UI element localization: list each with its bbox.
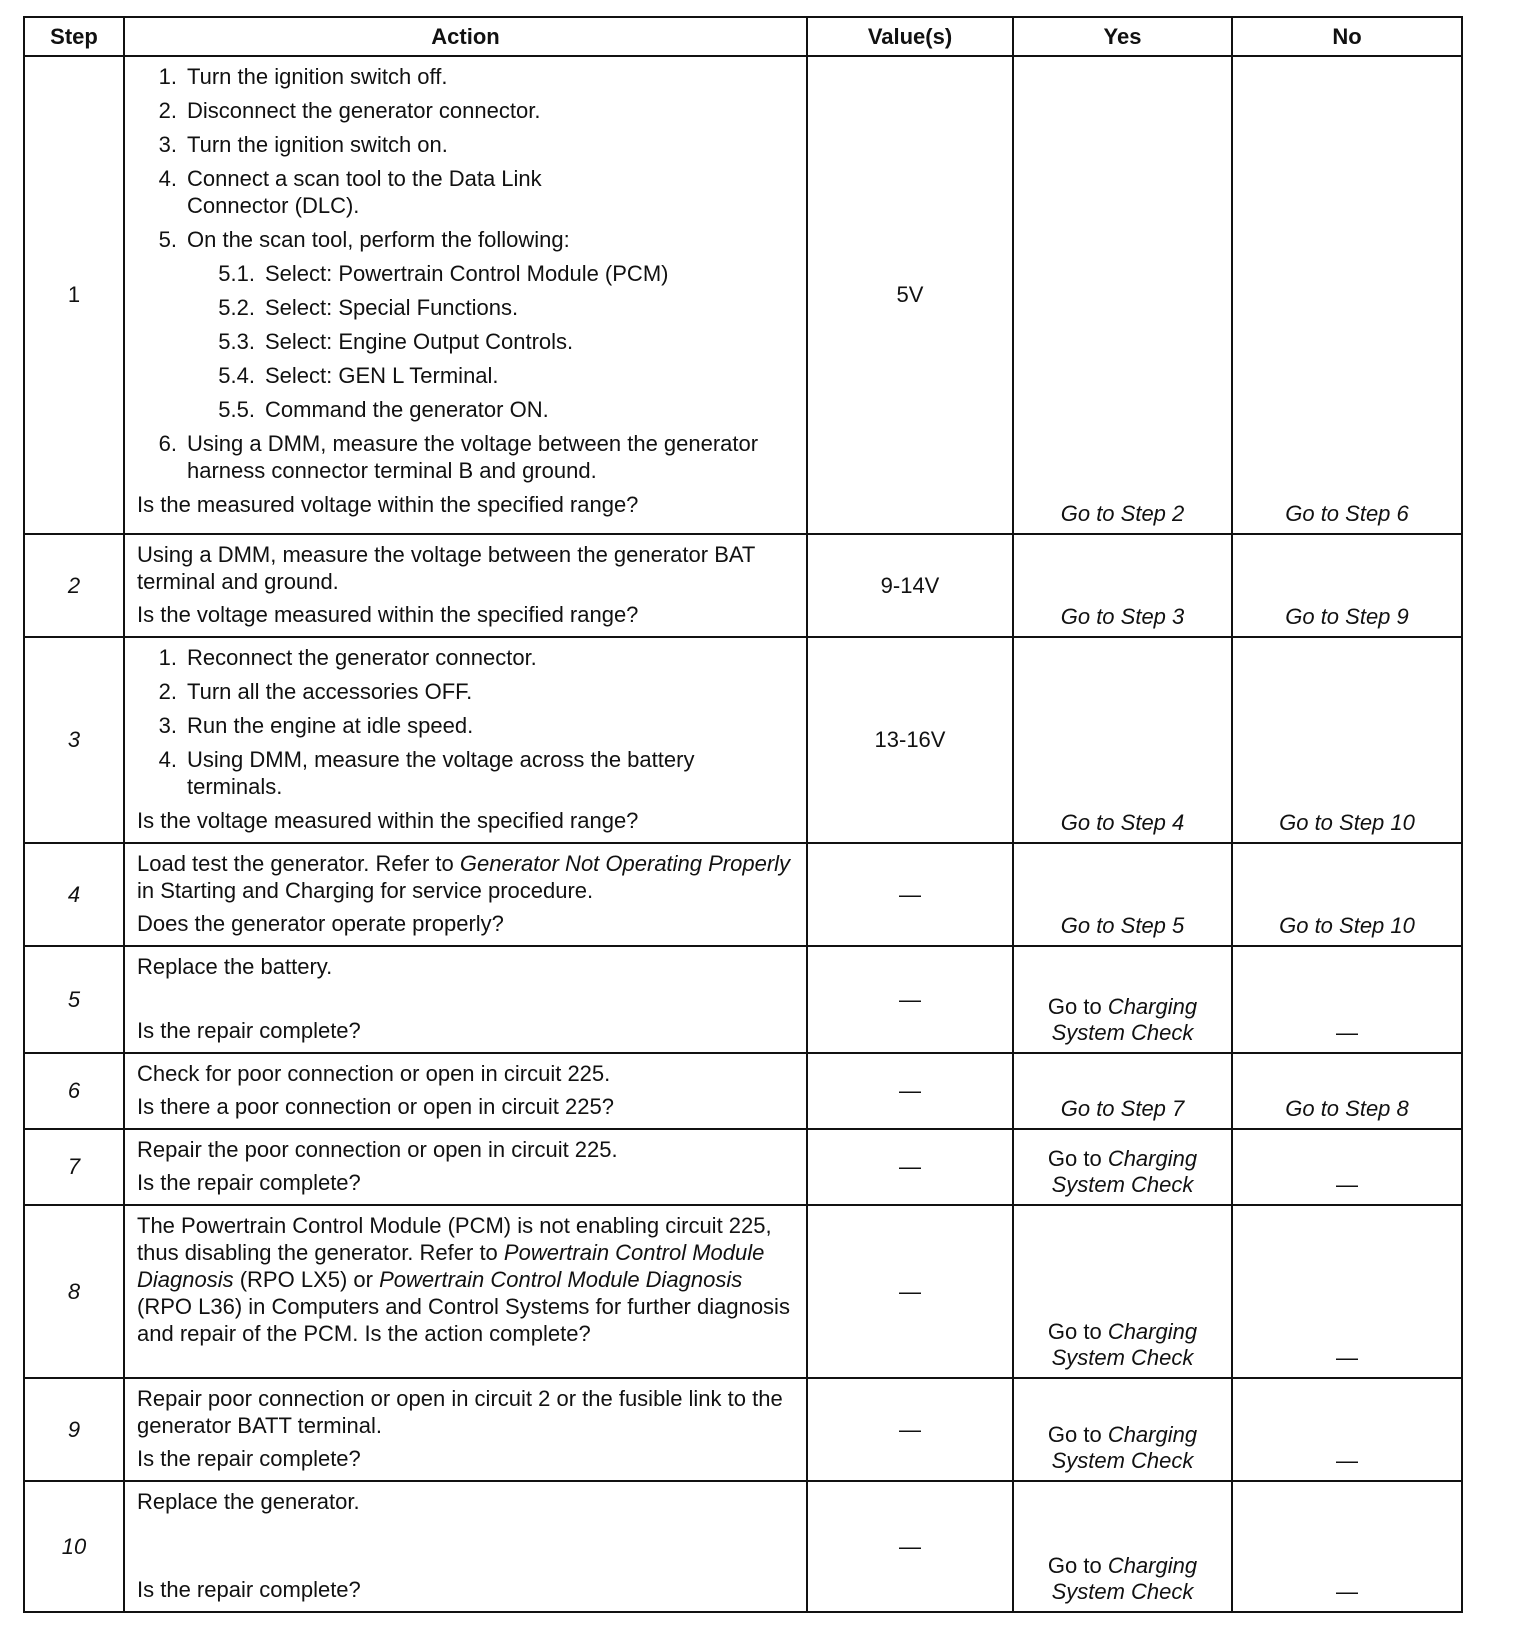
table-row-step-7	[24, 1129, 1462, 1205]
header-yes: Yes	[1013, 17, 1232, 56]
header-action: Action	[124, 17, 807, 56]
value-cell: 5V	[807, 56, 1013, 534]
list-item: 5.2. Select: Special Functions.	[218, 295, 519, 320]
list-item: 3. Turn the ignition switch on.	[158, 132, 448, 157]
value-cell: —	[807, 1481, 1013, 1612]
yes-cell: Go to Step 2	[1013, 56, 1232, 534]
action-question: Is the repair complete?	[137, 1018, 361, 1043]
no-cell: Go to Step 6	[1232, 56, 1462, 534]
value-cell: —	[807, 1053, 1013, 1129]
no-cell: —	[1232, 1481, 1462, 1612]
list-item: 1. Reconnect the generator connector.	[158, 645, 537, 670]
action-question: Is the repair complete?	[137, 1577, 361, 1602]
action-text: The Powertrain Control Module (PCM) is not enabling circuit 225, thus disabling the generator. Refer to Powertrain Control Module Diagnosis (RPO LX5) or Powertrain Control Module Diagnosis (RPO L36) in Computers and Control Systems for further diagnosis and repair of the PCM. Is the action complete?	[137, 1213, 790, 1346]
table-row-step-3	[24, 637, 1462, 843]
table-row-step-9	[24, 1378, 1462, 1481]
value-cell: —	[807, 1378, 1013, 1481]
action-question: Is the voltage measured within the specified range?	[137, 602, 639, 627]
step-number: 1	[24, 56, 124, 534]
header-no: No	[1232, 17, 1462, 56]
list-item: 5.3. Select: Engine Output Controls.	[218, 329, 574, 354]
table-row-step-8	[24, 1205, 1462, 1378]
yes-cell: Go to Step 7	[1013, 1053, 1232, 1129]
no-cell: Go to Step 10	[1232, 637, 1462, 843]
value-cell: 9-14V	[807, 534, 1013, 637]
action-question: Is the repair complete?	[137, 1170, 361, 1195]
value-cell: 13-16V	[807, 637, 1013, 843]
table-row-step-1	[24, 56, 1462, 534]
action-text: Check for poor connection or open in circuit 225.	[137, 1061, 611, 1086]
action-list	[137, 644, 796, 800]
action-cell	[124, 637, 807, 843]
action-cell	[124, 1129, 807, 1205]
action-cell	[124, 843, 807, 946]
yes-cell: Go to Charging System Check	[1013, 1378, 1232, 1481]
action-question: Is there a poor connection or open in circuit 225?	[137, 1094, 614, 1119]
step-number: 3	[24, 637, 124, 843]
step-number: 9	[24, 1378, 124, 1481]
step-number: 5	[24, 946, 124, 1053]
list-item: 2. Turn all the accessories OFF.	[158, 679, 473, 704]
yes-cell: Go to Charging System Check	[1013, 1205, 1232, 1378]
diagnostic-table	[23, 16, 1463, 1613]
list-item: 5. On the scan tool, perform the following:	[158, 227, 570, 252]
yes-cell: Go to Charging System Check	[1013, 946, 1232, 1053]
action-text: Using a DMM, measure the voltage between the generator BAT terminal and ground.	[137, 542, 755, 594]
action-question: Is the repair complete?	[137, 1446, 361, 1471]
step-number: 4	[24, 843, 124, 946]
sub-list	[137, 260, 796, 423]
table-row-step-5	[24, 946, 1462, 1053]
action-question: Does the generator operate properly?	[137, 911, 504, 936]
no-cell: Go to Step 9	[1232, 534, 1462, 637]
list-item: 6. Using a DMM, measure the voltage between the generator harness connector terminal B and ground.	[158, 431, 759, 483]
action-text: Load test the generator. Refer to Generator Not Operating Properly in Starting and Charging for service procedure.	[137, 851, 791, 903]
table-row-step-2	[24, 534, 1462, 637]
action-cell	[124, 1481, 807, 1612]
action-cell	[124, 534, 807, 637]
step-number: 10	[24, 1481, 124, 1612]
step-number: 8	[24, 1205, 124, 1378]
no-cell: —	[1232, 1378, 1462, 1481]
no-cell: —	[1232, 1129, 1462, 1205]
action-text: Repair the poor connection or open in circuit 225.	[137, 1137, 618, 1162]
yes-cell: Go to Step 4	[1013, 637, 1232, 843]
action-list	[137, 63, 796, 253]
action-question: Is the measured voltage within the specified range?	[137, 492, 639, 517]
no-cell: Go to Step 8	[1232, 1053, 1462, 1129]
yes-cell: Go to Charging System Check	[1013, 1481, 1232, 1612]
header-step: Step	[24, 17, 124, 56]
action-cell	[124, 1378, 807, 1481]
no-cell: Go to Step 10	[1232, 843, 1462, 946]
step-number: 7	[24, 1129, 124, 1205]
header-row	[24, 17, 1462, 56]
yes-cell: Go to Step 3	[1013, 534, 1232, 637]
action-cell	[124, 946, 807, 1053]
yes-cell: Go to Charging System Check	[1013, 1129, 1232, 1205]
list-item: 5.1. Select: Powertrain Control Module (PCM)	[218, 261, 669, 286]
no-cell: —	[1232, 1205, 1462, 1378]
table-row-step-4	[24, 843, 1462, 946]
list-item: 4. Connect a scan tool to the Data Link Connector (DLC).	[158, 166, 542, 218]
table-row-step-10	[24, 1481, 1462, 1612]
step-number: 6	[24, 1053, 124, 1129]
yes-cell: Go to Step 5	[1013, 843, 1232, 946]
list-item: 2. Disconnect the generator connector.	[158, 98, 541, 123]
action-text: Repair poor connection or open in circuit 2 or the fusible link to the generator BATT terminal.	[137, 1386, 783, 1438]
action-cell	[124, 1205, 807, 1378]
action-question: Is the voltage measured within the specified range?	[137, 808, 639, 833]
list-item: 4. Using DMM, measure the voltage across the battery terminals.	[158, 747, 695, 799]
table-row-step-6	[24, 1053, 1462, 1129]
value-cell: —	[807, 843, 1013, 946]
step-number: 2	[24, 534, 124, 637]
list-item: 3. Run the engine at idle speed.	[158, 713, 474, 738]
header-values: Value(s)	[807, 17, 1013, 56]
list-item: 1. Turn the ignition switch off.	[158, 64, 448, 89]
no-cell: —	[1232, 946, 1462, 1053]
list-item: 5.4. Select: GEN L Terminal.	[218, 363, 499, 388]
value-cell: —	[807, 946, 1013, 1053]
value-cell: —	[807, 1129, 1013, 1205]
action-cell	[124, 1053, 807, 1129]
action-cell	[124, 56, 807, 534]
value-cell: —	[807, 1205, 1013, 1378]
list-item: 5.5. Command the generator ON.	[218, 397, 549, 422]
action-list	[137, 430, 796, 484]
action-text: Replace the battery.	[137, 954, 333, 979]
action-text: Replace the generator.	[137, 1489, 360, 1514]
